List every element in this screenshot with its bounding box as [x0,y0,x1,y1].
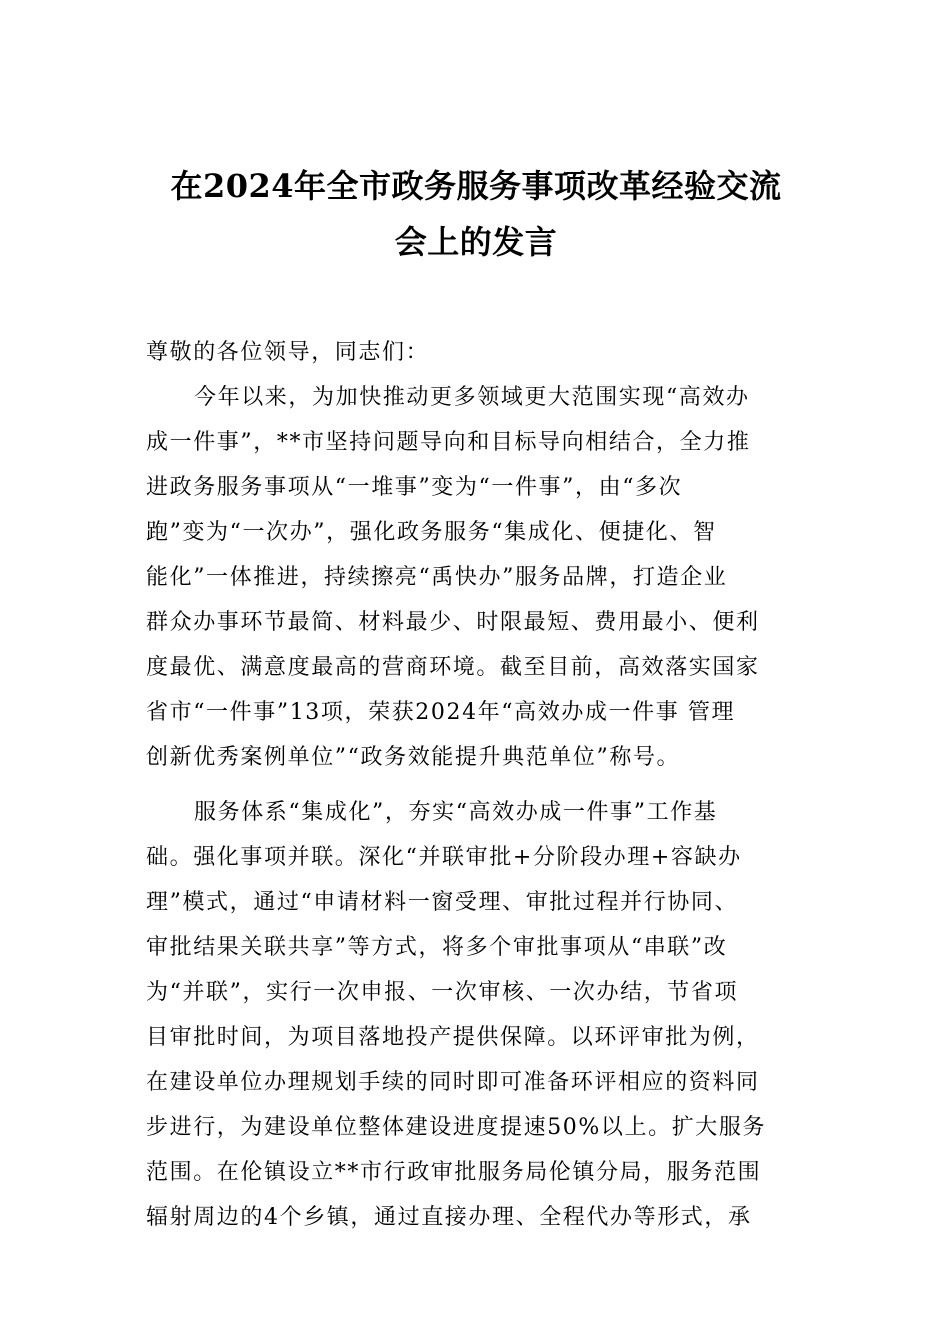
paragraph-line: 服务体系“集成化”，夯实“高效办成一件事”工作基 [194,800,718,825]
title-line: 会上的发言 [394,223,558,261]
paragraph-line: 步进行，为建设单位整体建设进度提速50%以上。扩大服务 [146,1115,767,1140]
salutation: 尊敬的各位领导，同志们： [146,340,430,365]
document-body [146,330,806,1240]
paragraph-line: 能化”一体推进，持续擦亮“禹快办”服务品牌，打造企业 [146,565,728,590]
paragraph-line: 成一件事”，**市坚持问题导向和目标导向相结合，全力推 [146,430,751,455]
paragraph-line: 创新优秀案例单位”“政务效能提升典范单位”称号。 [146,745,681,770]
paragraph-2 [146,790,806,1240]
paragraph-line: 为“并联”，实行一次申报、一次审核、一次办结，节省项 [146,980,739,1005]
title-line: 在2024年全市政务服务事项改革经验交流 [170,167,782,205]
paragraph-line: 度最优、满意度最高的营商环境。截至目前，高效落实国家 [146,655,760,680]
paragraph-line: 理”模式，通过“申请材料一窗受理、审批过程并行协同、 [146,890,739,915]
paragraph-line: 群众办事环节最简、材料最少、时限最短、费用最小、便利 [146,610,760,635]
paragraph-line: 今年以来，为加快推动更多领域更大范围实现“高效办 [194,385,750,410]
paragraph-line: 进政务服务事项从“一堆事”变为“一件事”，由“多次 [146,475,683,500]
paragraph-line: 跑”变为“一次办”，强化政务服务“集成化、便捷化、智 [146,520,717,545]
document-title [146,158,806,270]
paragraph-line: 目审批时间，为项目落地投产提供保障。以环评审批为例， [146,1025,760,1050]
paragraph-line: 在建设单位办理规划手续的同时即可准备环评相应的资料同 [146,1070,760,1095]
paragraph-1 [146,375,806,780]
paragraph-line: 础。强化事项并联。深化“并联审批+分阶段办理+容缺办 [146,845,742,870]
paragraph-line: 省市“一件事”13项，荣获2024年“高效办成一件事 管理 [146,700,736,725]
paragraph-line: 辐射周边的4个乡镇，通过直接办理、全程代办等形式，承 [146,1205,752,1230]
paragraph-line: 范围。在伦镇设立**市行政审批服务局伦镇分局，服务范围 [146,1160,762,1185]
paragraph-line: 审批结果关联共享”等方式，将多个审批事项从“串联”改 [146,935,728,960]
